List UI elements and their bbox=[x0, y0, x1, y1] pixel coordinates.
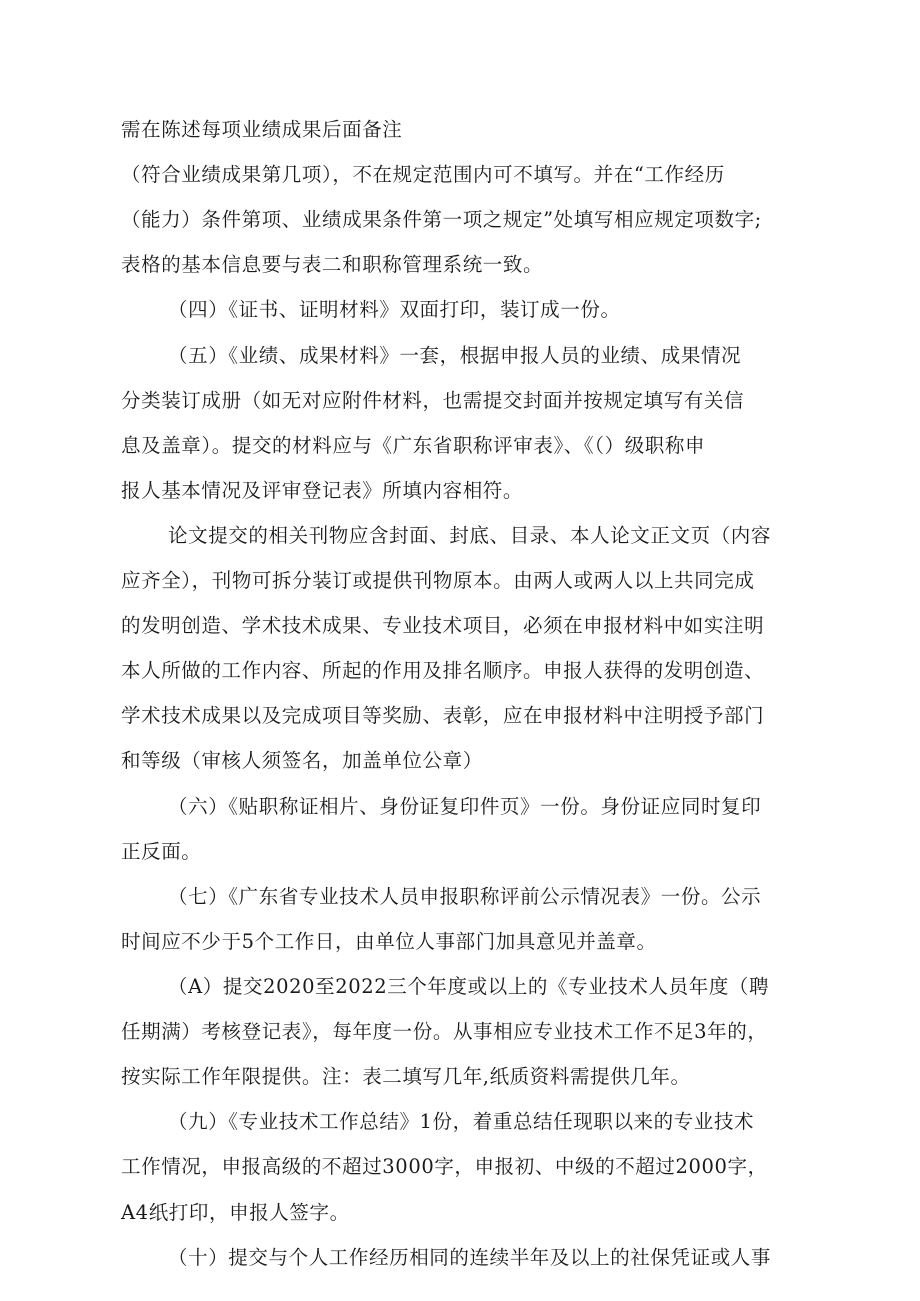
text-line: （十）提交与个人工作经历相同的连续半年及以上的社保凭证或人事 bbox=[168, 1246, 772, 1269]
text-line: （五）《业绩、成果材料》一套，根据申报人员的业绩、成果情况 bbox=[168, 344, 742, 367]
text-line: 按实际工作年限提供。注：表二填写几年,纸质资料需提供几年。 bbox=[121, 1065, 691, 1088]
text-line: 息及盖章）。提交的材料应与《广东省职称评审表》、《（）级职称申 bbox=[121, 434, 706, 457]
text-line: 学术技术成果以及完成项目等奖励、表彰，应在申报材料中注明授予部门 bbox=[121, 704, 765, 727]
text-line: （A）提交2020至2022三个年度或以上的《专业技术人员年度（聘 bbox=[168, 975, 770, 998]
text-line: 时间应不少于5个工作日，由单位人事部门加具意见并盖章。 bbox=[121, 930, 657, 953]
text-line: A4纸打印，申报人签字。 bbox=[121, 1201, 350, 1224]
text-line: 任期满）考核登记表》，每年度一份。从事相应专业技术工作不足3年的， bbox=[121, 1020, 768, 1043]
text-line: （九）《专业技术工作总结》1份，着重总结任现职以来的专业技术 bbox=[168, 1110, 755, 1133]
text-line: （七）《广东省专业技术人员申报职称评前公示情况表》一份。公示 bbox=[168, 885, 762, 908]
text-line: 本人所做的工作内容、所起的作用及排名顺序。申报人获得的发明创造、 bbox=[121, 659, 765, 682]
text-line: 和等级（审核人须签名，加盖单位公章） bbox=[121, 749, 483, 772]
text-line: 分类装订成册（如无对应附件材料，也需提交封面并按规定填写有关信 bbox=[121, 389, 745, 412]
text-line: （符合业绩成果第几项），不在规定范围内可不填写。并在“工作经历 bbox=[121, 163, 725, 186]
text-line: 工作情况，申报高级的不超过3000字，申报初、中级的不超过2000字， bbox=[121, 1155, 768, 1178]
text-line: 正反面。 bbox=[121, 840, 202, 863]
text-line: 论文提交的相关刊物应含封面、封底、目录、本人论文正文页（内容 bbox=[168, 524, 772, 547]
text-line: （四）《证书、证明材料》双面打印，装订成一份。 bbox=[168, 298, 621, 321]
text-line: 报人基本情况及评审登记表》所填内容相符。 bbox=[121, 479, 524, 502]
text-line: 的发明创造、学术技术成果、专业技术项目，必须在申报材料中如实注明 bbox=[121, 614, 765, 637]
text-line: 需在陈述每项业绩成果后面备注 bbox=[121, 118, 403, 141]
text-line: （能力）条件第项、业绩成果条件第一项之规定”处填写相应规定项数字; bbox=[121, 208, 762, 231]
text-line: 表格的基本信息要与表二和职称管理系统一致。 bbox=[121, 253, 544, 276]
text-line: 应齐全），刊物可拆分装订或提供刊物原本。由两人或两人以上共同完成 bbox=[121, 569, 755, 592]
text-line: （六）《贴职称证相片、身份证复印件页》一份。身份证应同时复印 bbox=[168, 795, 762, 818]
